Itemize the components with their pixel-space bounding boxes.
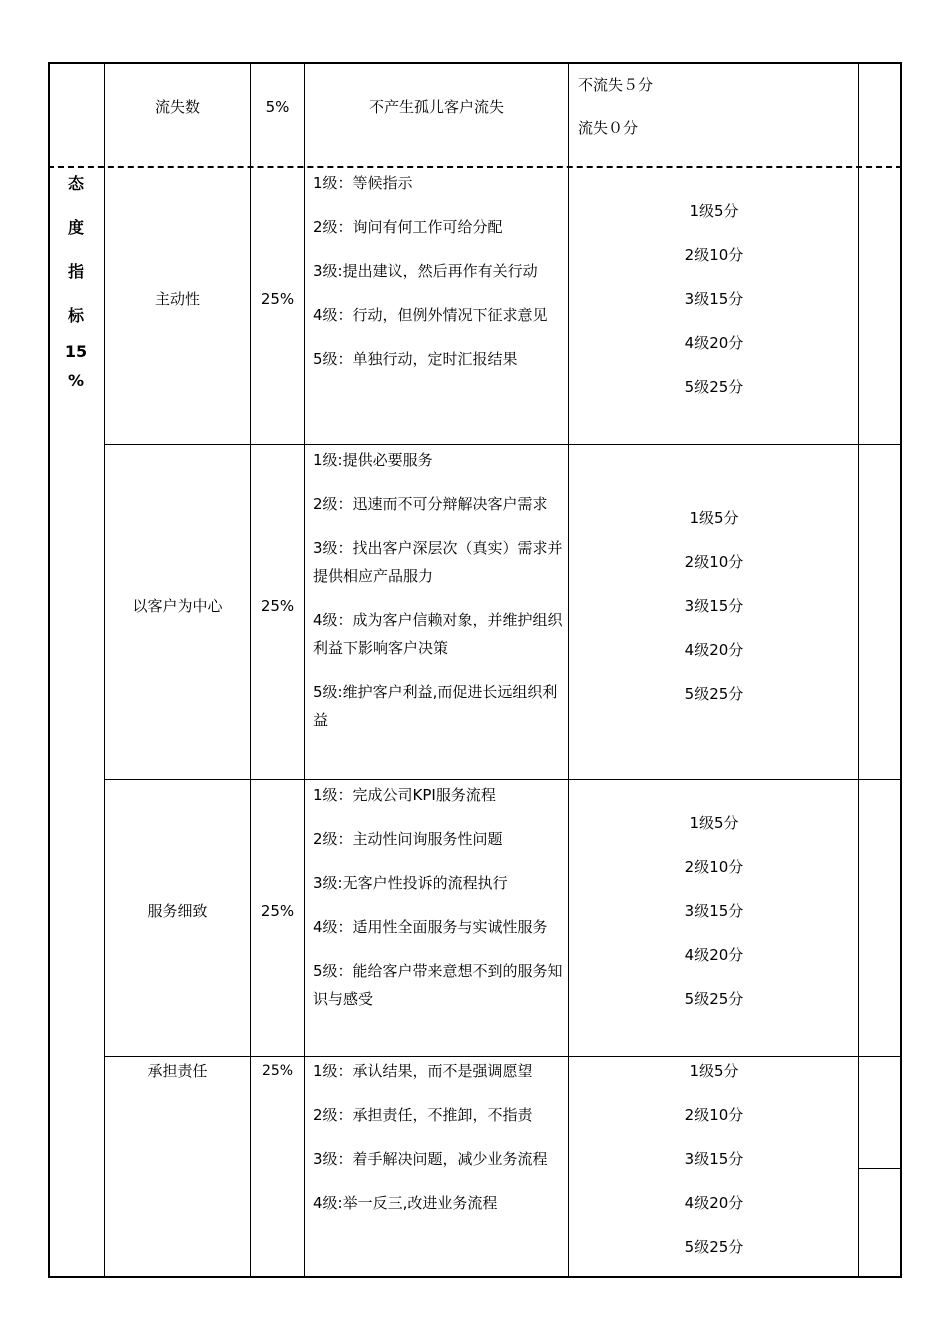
score-item: 5级25分 xyxy=(684,378,744,396)
row-divider xyxy=(104,779,902,780)
score-item: 4级20分 xyxy=(684,946,744,964)
item-weight: 5% xyxy=(265,98,290,116)
category-char: 标 xyxy=(67,306,84,325)
criteria-item: 2级：迅速而不可分辩解决客户需求 xyxy=(313,495,548,513)
criteria-item: 3级:提出建议，然后再作有关行动 xyxy=(313,262,538,280)
criteria-item: 1级:提供必要服务 xyxy=(313,451,433,469)
item-name: 承担责任 xyxy=(147,1062,208,1080)
score-item: 5级25分 xyxy=(684,1238,744,1256)
criteria-item: 1级：完成公司KPI服务流程 xyxy=(313,786,496,804)
score-item: 2级10分 xyxy=(684,1106,744,1124)
criteria-list xyxy=(313,446,565,750)
score-item: 5级25分 xyxy=(684,990,744,1008)
score-item: 5级25分 xyxy=(684,685,744,703)
item-weight: 25% xyxy=(260,597,295,615)
category-char: 度 xyxy=(67,218,84,237)
last-column-divider xyxy=(858,1168,902,1169)
score-item: 3级15分 xyxy=(684,902,744,920)
criteria-item: 5级：单独行动，定时汇报结果 xyxy=(313,350,518,368)
criteria-item: 4级:举一反三,改进业务流程 xyxy=(313,1194,498,1212)
criteria-item: 2级：主动性问询服务性问题 xyxy=(313,830,503,848)
category-char: 指 xyxy=(67,262,84,281)
score-item: 4级20分 xyxy=(684,1194,744,1212)
score-item: 4级20分 xyxy=(684,334,744,352)
score-item: 1级5分 xyxy=(689,1062,739,1080)
category-char: 态 xyxy=(67,174,84,193)
score-item: 2级10分 xyxy=(684,858,744,876)
item-standard: 不产生孤儿客户流失 xyxy=(368,98,504,116)
item-name: 服务细致 xyxy=(147,902,208,920)
column-divider xyxy=(858,62,859,1278)
score-list xyxy=(570,197,858,417)
criteria-item: 1级：承认结果，而不是强调愿望 xyxy=(313,1062,533,1080)
criteria-item: 4级：适用性全面服务与实诚性服务 xyxy=(313,918,548,936)
table-top-border xyxy=(48,62,902,64)
score-text: 不流失５分 xyxy=(578,76,654,94)
item-weight: 25% xyxy=(260,290,295,308)
criteria-item: 5级:维护客户利益,而促进长远组织利益 xyxy=(313,683,558,729)
criteria-list xyxy=(313,781,565,1029)
criteria-item: 5级：能给客户带来意想不到的服务知识与感受 xyxy=(313,962,563,1008)
score-item: 3级15分 xyxy=(684,1150,744,1168)
criteria-item: 3级：找出客户深层次（真实）需求并提供相应产品服力 xyxy=(313,539,563,585)
table-right-border xyxy=(900,62,902,1278)
category-char: % xyxy=(67,371,85,390)
score-item: 1级5分 xyxy=(689,202,739,220)
category-char: 15 xyxy=(64,342,88,361)
criteria-list xyxy=(313,1057,565,1233)
score-item: 3级15分 xyxy=(684,597,744,615)
criteria-item: 3级:无客户性投诉的流程执行 xyxy=(313,874,508,892)
criteria-item: 1级：等候指示 xyxy=(313,174,413,192)
item-weight: 25% xyxy=(260,902,295,920)
score-item: 1级5分 xyxy=(689,509,739,527)
row-divider xyxy=(104,444,902,445)
score-text: 流失０分 xyxy=(578,119,639,137)
score-item: 3级15分 xyxy=(684,290,744,308)
column-divider xyxy=(104,62,105,1278)
column-divider xyxy=(568,62,569,1278)
criteria-item: 4级：行动，但例外情况下征求意见 xyxy=(313,306,548,324)
item-name: 流失数 xyxy=(154,98,200,116)
criteria-item: 4级：成为客户信赖对象，并维护组织利益下影响客户决策 xyxy=(313,611,563,657)
column-divider xyxy=(250,62,251,1278)
criteria-item: 2级：询问有何工作可给分配 xyxy=(313,218,503,236)
score-item: 2级10分 xyxy=(684,553,744,571)
score-item: 1级5分 xyxy=(689,814,739,832)
dashed-separator xyxy=(48,166,902,168)
score-list xyxy=(570,1057,858,1277)
item-name: 主动性 xyxy=(154,290,200,308)
column-divider xyxy=(304,62,305,1278)
score-item: 2级10分 xyxy=(684,246,744,264)
criteria-item: 3级：着手解决问题，减少业务流程 xyxy=(313,1150,548,1168)
score-item: 4级20分 xyxy=(684,641,744,659)
item-name: 以客户为中心 xyxy=(132,597,223,615)
score-list xyxy=(570,504,858,724)
criteria-item: 2级：承担责任，不推卸，不指责 xyxy=(313,1106,533,1124)
score-list xyxy=(570,809,858,1029)
criteria-list xyxy=(313,169,565,389)
category-label xyxy=(50,162,102,396)
item-weight: 25% xyxy=(261,1063,294,1079)
